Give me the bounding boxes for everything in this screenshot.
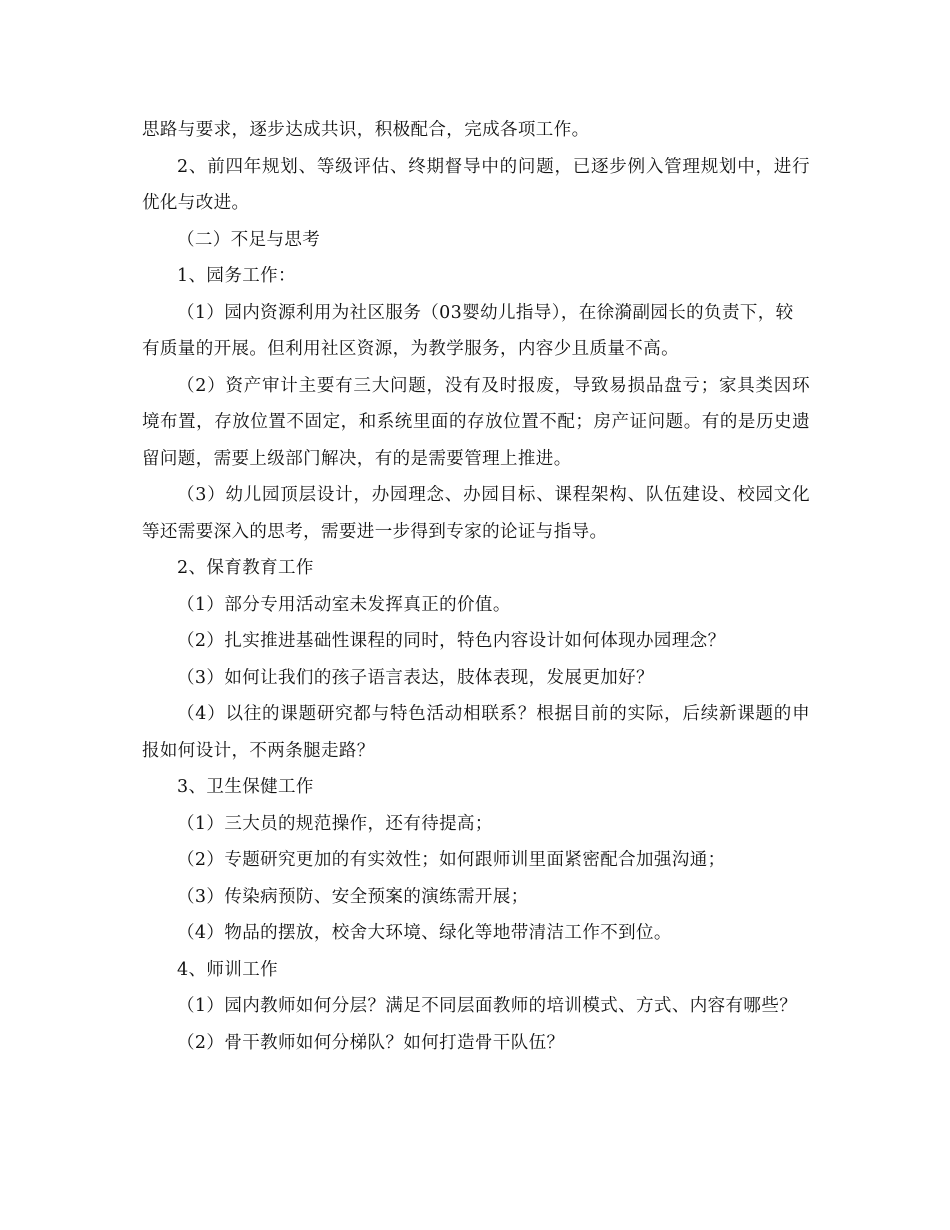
paragraph-special-research: （2）专题研究更加的有实效性；如何跟师训里面紧密配合加强沟通； (177, 850, 726, 870)
subheading-health-care: 3、卫生保健工作 (177, 777, 314, 797)
paragraph-activity-rooms: （1）部分专用活动室未发挥真正的价值。 (177, 594, 511, 615)
subheading-education: 2、保育教育工作 (177, 558, 314, 578)
paragraph-asset-audit: （2）资产审计主要有三大问题，没有及时报废，导致易损品盘亏；家具类因环境布置，存放位置不固定，和系统里面的存放位置不配；房产证问题。有的是历史遗留问题，需要上级部门解决，有的是需要管理上推进。 (142, 375, 810, 469)
paragraph-epidemic-prevention: （3）传染病预防、安全预案的演练需开展； (177, 886, 529, 907)
paragraph-staff-operation: （1）三大员的规范操作，还有待提高； (177, 813, 493, 834)
document-body (142, 112, 810, 1061)
subheading-administration: 1、园务工作： (177, 266, 296, 286)
paragraph-teacher-layers: （1）园内教师如何分层？满足不同层面教师的培训模式、方式、内容有哪些？ (177, 996, 798, 1016)
paragraph-community-resources: （1）园内资源利用为社区服务（03婴幼儿指导），在徐漪副园长的负责下，较有质量的开展。但利用社区资源，为教学服务，内容少且质量不高。 (142, 302, 794, 359)
paragraph-backbone-teachers: （2）骨干教师如何分梯队？如何打造骨干队伍？ (177, 1032, 565, 1053)
section-heading-shortcomings: （二）不足与思考 (177, 229, 321, 250)
paragraph-language-expression: （3）如何让我们的孩子语言表达，肢体表现，发展更加好？ (177, 667, 654, 688)
paragraph-top-level-design: （3）幼儿园顶层设计，办园理念、办园目标、课程架构、队伍建设、校园文化等还需要深入的思考，需要进一步得到专家的论证与指导。 (142, 485, 810, 542)
paragraph-basic-curriculum: （2）扎实推进基础性课程的同时，特色内容设计如何体现办园理念？ (177, 631, 726, 651)
paragraph-cleaning: （4）物品的摆放，校舍大环境、绿化等地带清洁工作不到位。 (177, 923, 672, 943)
paragraph-research-topics: （4）以往的课题研究都与特色活动相联系？根据目前的实际，后续新课题的申报如何设计，不两条腿走路？ (142, 704, 810, 761)
paragraph-item-2-planning: 2、前四年规划、等级评估、终期督导中的问题，已逐步例入管理规划中，进行优化与改进。 (142, 156, 810, 213)
subheading-teacher-training: 4、师训工作 (177, 959, 279, 980)
paragraph-continuation: 思路与要求，逐步达成共识，积极配合，完成各项工作。 (142, 120, 590, 140)
